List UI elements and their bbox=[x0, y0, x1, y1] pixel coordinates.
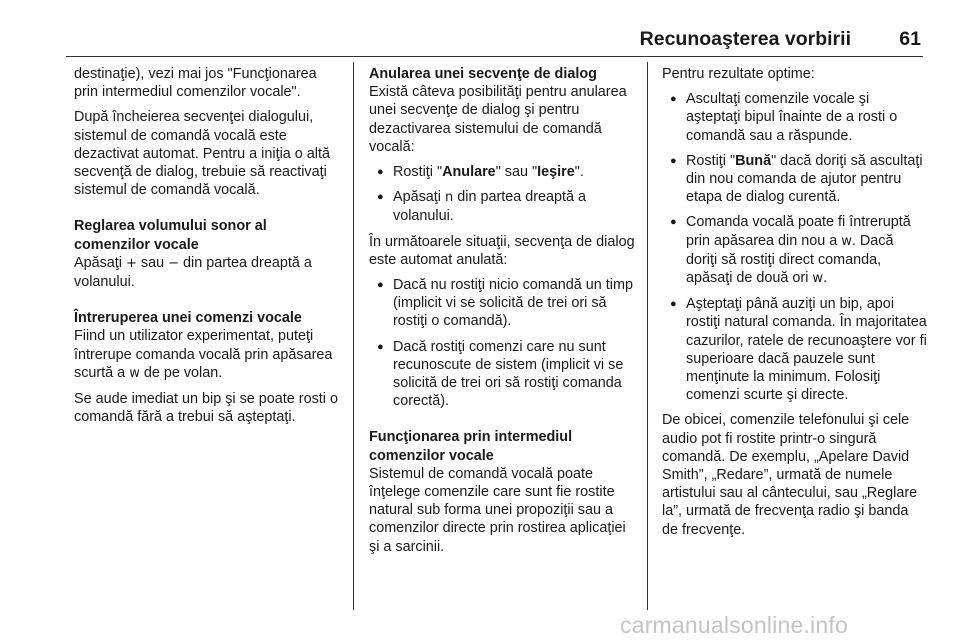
heading-volume: Reglarea volumului sonor al comenzilor vocale bbox=[74, 218, 267, 253]
header-divider bbox=[66, 56, 923, 57]
list-item: ● Rostiţi "Anulare" sau "Ieşire". bbox=[369, 163, 639, 181]
paragraph-cancel: Există câteva posibilităţi pentru anularea unei secvenţe de dialog şi pentru dezactivarea sistemului de comandă vocală: bbox=[369, 84, 627, 155]
paragraph-intro: Pentru rezultate optime: bbox=[662, 66, 815, 82]
column-2 bbox=[369, 65, 639, 563]
heading-operation: Funcţionarea prin intermediul comenzilor vocale bbox=[369, 429, 573, 464]
list-item: ● Dacă rostiţi comenzi care nu sunt recunoscute de sistem (implicit vi se solicită de trei ori să rostiţi comanda corectă). bbox=[369, 338, 639, 411]
voice-recognition-icon: w bbox=[841, 233, 852, 249]
heading-interrupt: Întreruperea unei comenzi vocale bbox=[74, 310, 302, 327]
page-title: Recunoaşterea vorbirii bbox=[639, 28, 851, 50]
paragraph-continuation: destinaţie), vezi mai jos "Funcţionarea prin intermediul comenzilor vocale". bbox=[74, 66, 317, 101]
voice-recognition-icon: w bbox=[129, 365, 140, 381]
paragraph-dialog-end: După încheierea secvenţei dialogului, sistemul de comandă vocală este dezactivat automat. Pentru a iniţia o altă secvenţă de dialog, trebuie să reactivaţi sistemul de comandă vocală. bbox=[74, 109, 330, 199]
minus-icon: − bbox=[168, 255, 180, 271]
paragraph-volume: Apăsaţi + sau − din partea dreaptă a volanului. bbox=[74, 254, 312, 291]
list-item: ● Aşteptaţi până auziţi un bip, apoi rostiţi natural comanda. În majoritatea cazurilor, ratele de recunoaştere vor fi superioare dacă pauzele sunt menţinute la minimum. Folosiţi comenzi scurte şi directe. bbox=[662, 295, 927, 404]
auto-cancel-list bbox=[369, 276, 639, 410]
column-divider-1 bbox=[353, 62, 354, 610]
cancel-list bbox=[369, 163, 639, 226]
list-item: ● Apăsaţi n din partea dreaptă a volanului. bbox=[369, 188, 639, 225]
paragraph-examples: De obicei, comenzile telefonului şi cele audio pot fi rostite printr-o singură comandă. De exemplu, „Apelare David Smith”, „Redare”, urmată de numele artistului sau al cântecului, sau „Reglare la”, urmată de frecvenţa radio şi banda de frecvenţe. bbox=[662, 412, 918, 538]
paragraph-auto-cancel: În următoarele situaţii, secvenţa de dialog este automat anulată: bbox=[369, 233, 635, 268]
paragraph-beep: Se aude imediat un bip şi se poate rosti o comandă fără a trebui să aşteptaţi. bbox=[74, 391, 338, 426]
paragraph-operation: Sistemul de comandă vocală poate înţelege comenzile care sunt fie rostite natural sub forma unei propoziţii sau a comenzilor directe prin rostirea aplicaţiei şi a sarcinii. bbox=[369, 465, 626, 555]
heading-cancel: Anularea unei secvenţe de dialog bbox=[369, 66, 597, 82]
column-divider-2 bbox=[647, 62, 648, 610]
watermark: carmanualsonline.info bbox=[620, 612, 848, 638]
hang-up-icon: n bbox=[445, 190, 454, 206]
column-3 bbox=[662, 65, 927, 546]
page-number: 61 bbox=[899, 28, 921, 50]
list-item: ● Dacă nu rostiţi nicio comandă un timp (implicit vi se solicită de trei ori să rostiţi o comandă). bbox=[369, 276, 639, 331]
voice-recognition-icon: w bbox=[812, 271, 824, 287]
plus-icon: + bbox=[126, 255, 137, 271]
list-item: ● Comanda vocală poate fi întreruptă prin apăsarea din nou a w. Dacă doriţi să rostiţi direct comanda, apăsaţi de două ori w. bbox=[662, 213, 927, 288]
column-1 bbox=[74, 65, 344, 433]
list-item: ● Ascultaţi comenzile vocale şi aşteptaţi bipul înainte de a rosti o comandă sau a răspunde. bbox=[662, 90, 927, 145]
tips-list bbox=[662, 90, 927, 404]
list-item: ● Rostiţi "Bună" dacă doriţi să ascultaţi din nou comanda de ajutor pentru etapa de dialog curentă. bbox=[662, 152, 927, 207]
paragraph-interrupt: Fiind un utilizator experimentat, puteţi întrerupe comanda vocală prin apăsarea scurtă a w de pe volan. bbox=[74, 327, 344, 383]
page-header bbox=[66, 28, 923, 58]
